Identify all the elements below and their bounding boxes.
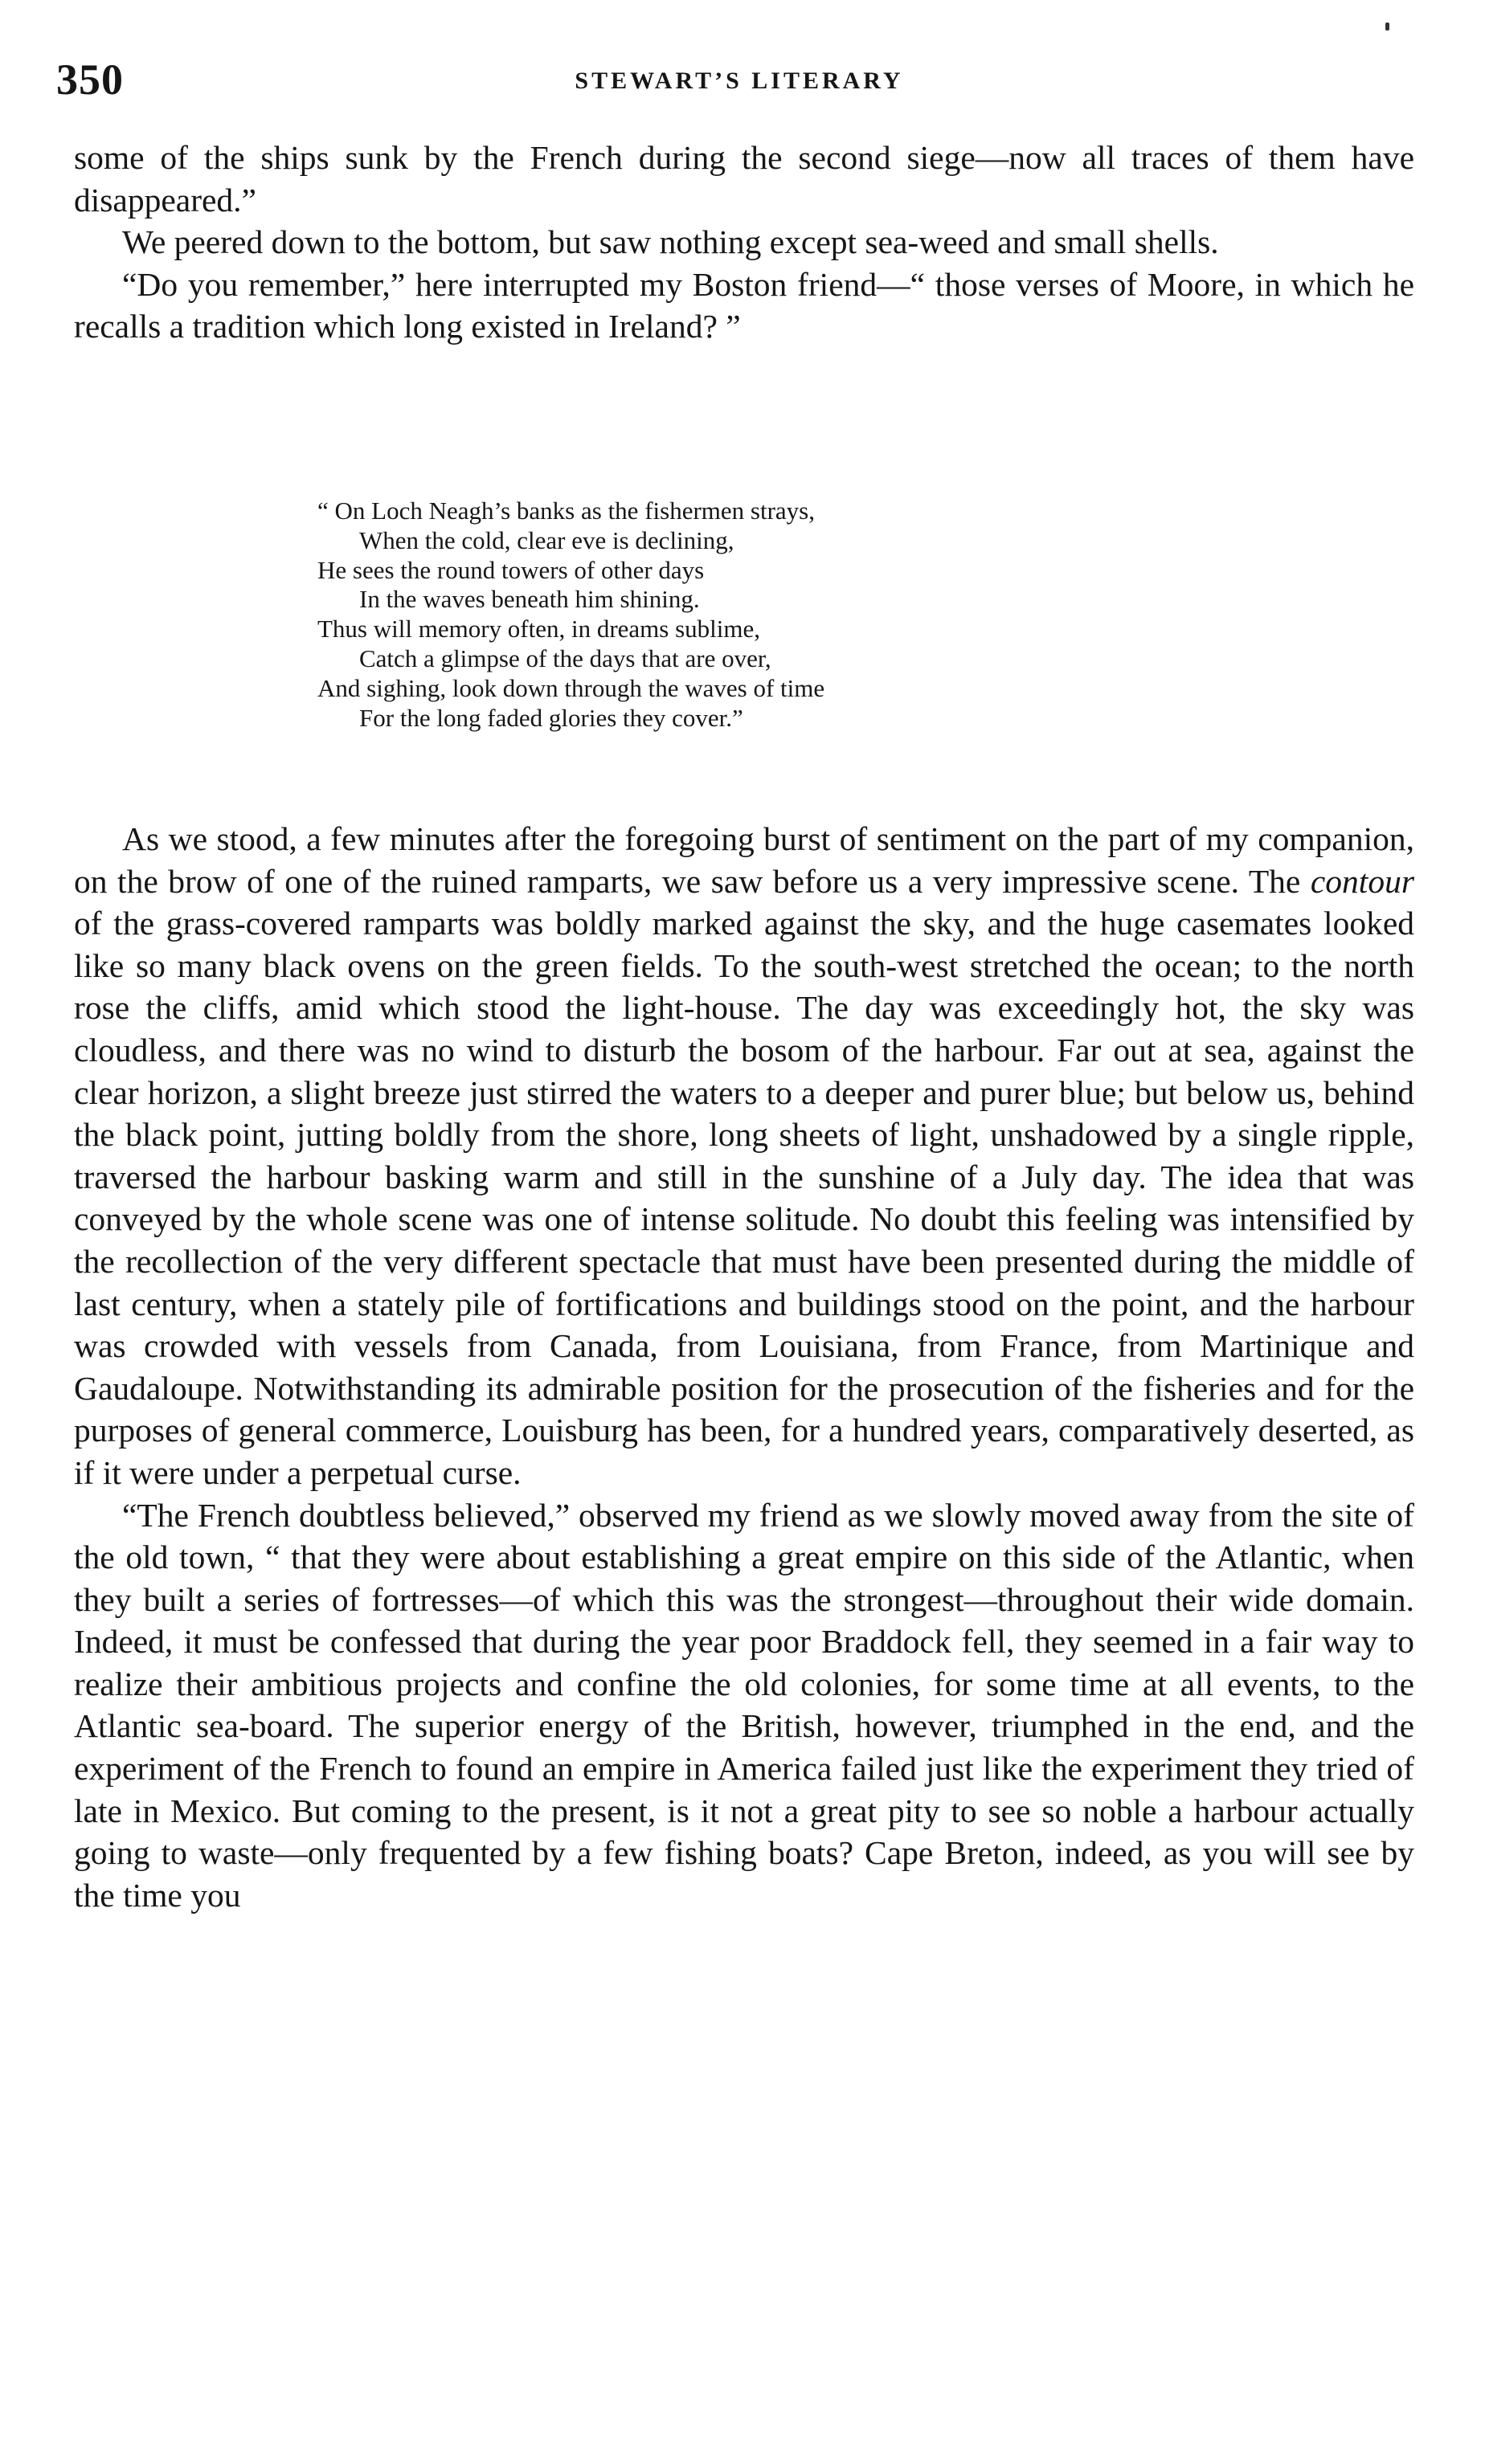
opening-text <box>74 137 1414 348</box>
poem-line: When the cold, clear eve is declining, <box>359 525 734 554</box>
poem-line: “ On Loch Neagh’s banks as the fishermen strays, <box>317 496 815 525</box>
running-head: STEWART’S LITERARY <box>575 67 904 94</box>
poem-quotation <box>317 496 1282 733</box>
page-header <box>56 55 1422 111</box>
paragraph-scene <box>74 818 1414 1494</box>
scene-text-start: As we stood, a few minutes after the foregoing burst of sentiment on the part of my companion, on the brow of one of the ruined ramparts, we saw before us a very impressive scene. The <box>74 820 1414 900</box>
poem-line: For the long faded glories they cover.” <box>359 703 743 732</box>
poem-line: Thus will memory often, in dreams sublime, <box>317 615 761 644</box>
paragraph-moore: “Do you remember,” here interrupted my Boston friend—“ those verses of Moore, in which he recalls a tradition which long existed in Ireland? ” <box>74 265 1414 345</box>
poem-line: In the waves beneath him shining. <box>359 585 700 614</box>
poem-line: Catch a glimpse of the days that are over, <box>359 644 771 672</box>
ink-speck <box>1385 22 1389 31</box>
poem-line: And sighing, look down through the waves of time <box>317 673 825 702</box>
paragraph-bottom: We peered down to the bottom, but saw nothing except sea-weed and small shells. <box>122 223 1219 261</box>
italic-word: contour <box>1310 862 1414 900</box>
paragraph-french-empire: “The French doubtless believed,” observed my friend as we slowly moved away from the site of the old town, “ that they were about establishing a great empire on this side of the Atlantic, when they built a series of fortresses—of which this was the strongest—throughout their wide domain. Indeed, it must be confessed that during the year poor Braddock fell, they seemed in a fair way to realize their ambitious projects and confine the old colonies, for some time at all events, to the Atlantic sea-board. The superior energy of the British, however, triumphed in the end, and the experiment of the French to found an empire in America failed just like the experiment they tried of late in Mexico. But coming to the present, is it not a great pity to see so noble a harbour actually going to waste—only frequented by a few fishing boats? Cape Breton, indeed, as you will see by the time you <box>74 1496 1414 1914</box>
page-number: 350 <box>56 55 124 104</box>
scene-text-end: of the grass-covered ramparts was boldly marked against the sky, and the huge casemates looked like so many black ovens on the green fields. To the south-west stretched the ocean; to the north rose the cliffs, amid which stood the light-house. The day was exceedingly hot, the sky was cloudless, and there was no wind to disturb the bosom of the harbour. Far out at sea, against the clear horizon, a slight breeze just stirred the waters to a deeper and purer blue; but below us, behind the black point, jutting boldly from the shore, long sheets of light, unshadowed by a single ripple, traversed the harbour basking warm and still in the sunshine of a July day. The idea that was conveyed by the whole scene was one of intense solitude. No doubt this feeling was intensified by the recollection of the very different spectacle that must have been presented during the middle of last century, when a stately pile of fortifications and buildings stood on the point, and the harbour was crowded with vessels from Canada, from Louisiana, from France, from Martinique and Gaudaloupe. Notwithstanding its admirable position for the prosecution of the fisheries and for the purposes of general commerce, Louisburg has been, for a hundred years, comparatively deserted, as if it were under a perpetual curse. <box>74 905 1414 1491</box>
main-text <box>74 818 1414 1916</box>
poem-line: He sees the round towers of other days <box>317 555 705 584</box>
paragraph-siege: some of the ships sunk by the French during the second siege—now all traces of them have disappeared.” <box>74 139 1414 219</box>
